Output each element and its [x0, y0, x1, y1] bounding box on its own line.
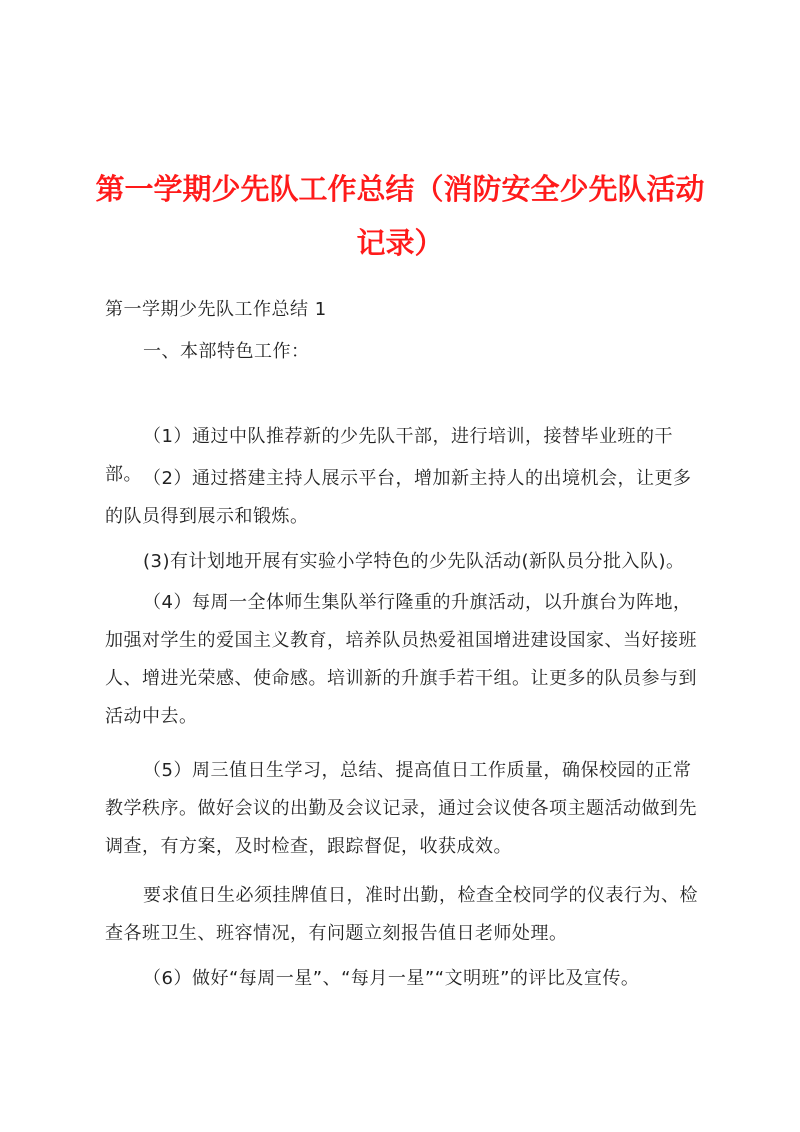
paragraph-3: (3)有计划地开展有实验小学特色的少先队活动(新队员分批入队)。: [143, 551, 685, 572]
document-title: 第一学期少先队工作总结（消防安全少先队活动记录）: [95, 172, 705, 260]
paragraph-1: （1）通过中队推荐新的少先队干部，进行培训，接替毕业班的干部。: [105, 426, 673, 485]
paragraph-2: （2）通过搭建主持人展示平台，增加新主持人的出境机会，让更多的队员得到展示和锻炼。: [105, 468, 692, 527]
paragraph-5: （5）周三值日生学习，总结、提高值日工作质量，确保校园的正常教学秩序。做好会议的出勤及会议记录，通过会议使各项主题活动做到先调查，有方案，及时检查，跟踪督促，收获成效。: [105, 760, 697, 857]
paragraph-4: （4）每周一全体师生集队举行隆重的升旗活动，以升旗台为阵地，加强对学生的爱国主义教育，培养队员热爱祖国增进建设国家、当好接班人、增进光荣感、使命感。培训新的升旗手若干组。让更多的队员参与到活动中去。: [105, 592, 697, 727]
paragraph-6: 要求值日生必须挂牌值日，准时出勤，检查全校同学的仪表行为、检查各班卫生、班容情况，有问题立刻报告值日老师处理。: [105, 885, 698, 944]
section-heading: 一、本部特色工作：: [143, 341, 310, 362]
subtitle-heading: 第一学期少先队工作总结 1: [105, 299, 327, 320]
paragraph-7: （6）做好“每周一星”、“每月一星”“文明班”的评比及宣传。: [143, 968, 640, 989]
